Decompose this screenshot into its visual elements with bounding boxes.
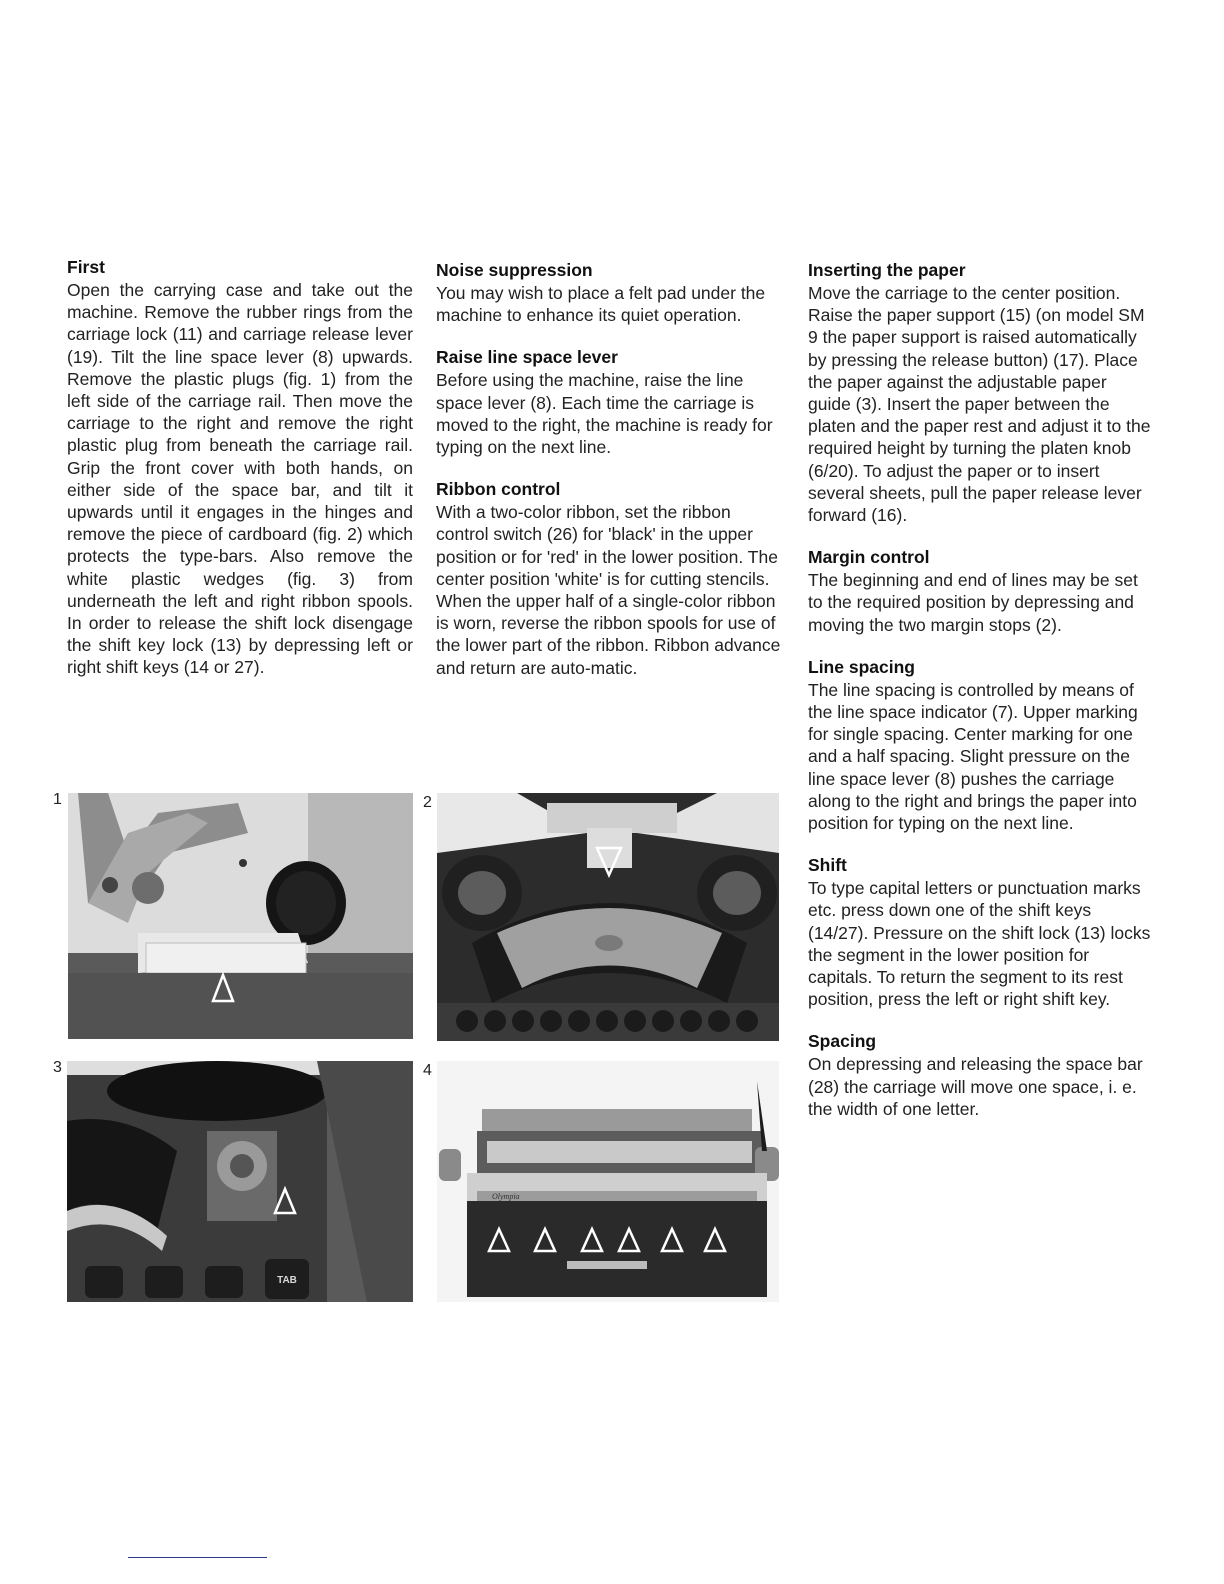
section-body: With a two-color ribbon, set the ribbon control switch (26) for 'black' in the upper position or for 'red' in the lower position. The center position 'white' is for cutting stencils. When the upper half of a single-color ribbon is worn, reverse the ribbon spools for use of the lower part of the ribbon. Ribbon advance and return are auto-matic. xyxy=(436,502,781,678)
figure-4-number: 4 xyxy=(423,1062,432,1079)
figure-4-photo xyxy=(437,1061,779,1302)
section-line-spacing xyxy=(808,655,1154,834)
section-heading: Ribbon control xyxy=(436,479,561,500)
section-raise-line-space-lever xyxy=(436,345,782,458)
column-middle xyxy=(436,258,782,698)
section-body: On depressing and releasing the space bar (28) the carriage will move one space, i. e. the width of one letter. xyxy=(808,1054,1143,1119)
figure-3-photo xyxy=(67,1061,413,1302)
figure-2-photo xyxy=(437,793,779,1041)
section-first xyxy=(67,255,413,679)
column-left xyxy=(67,255,413,698)
brand-logo: Olympia xyxy=(492,1192,520,1201)
section-inserting-the-paper xyxy=(808,258,1154,526)
figure-2-illustration xyxy=(437,793,779,1041)
section-body: Open the carrying case and take out the machine. Remove the rubber rings from the carriage lock (11) and carriage release lever (19). Tilt the line space lever (8) upwards. Remove the plastic plugs (fig. 1) from the left side of the carriage rail. Then move the carriage to the right and remove the right plastic plug from beneath the carriage rail. Grip the front cover with both hands, on either side of the space bar, and tilt it upwards until it engages in the hinges and remove the piece of cardboard (fig. 2) which protects the type-bars. Also remove the white plastic wedges (fig. 3) from underneath the left and right ribbon spools. In order to release the shift lock disengage the shift key lock (13) by depressing left or right shift keys (14 or 27). xyxy=(67,280,413,678)
section-heading: Noise suppression xyxy=(436,260,593,280)
column-right xyxy=(808,258,1154,1139)
figure-3-number: 3 xyxy=(53,1059,62,1076)
figure-1-photo xyxy=(68,793,413,1039)
section-margin-control xyxy=(808,545,1154,636)
section-noise-suppression xyxy=(436,258,782,326)
section-body: Move the carriage to the center position. Raise the paper support (15) (on model SM 9 the paper support is raised automatically by pressing the release button) (17). Place the paper against the adjustable paper guide (3). Insert the paper between the platen and the paper rest and adjust it to the required height by turning the platen knob (6/20). To adjust the paper or to insert several sheets, pull the paper release lever forward (16). xyxy=(808,283,1151,526)
figure-2-number: 2 xyxy=(423,794,432,811)
footer-rule xyxy=(128,1557,267,1558)
section-heading: Raise line space lever xyxy=(436,347,618,368)
figure-4-illustration xyxy=(437,1061,779,1302)
section-body: Before using the machine, raise the line space lever (8). Each time the carriage is moved to the right, the machine is ready for typing on the next line. xyxy=(436,370,773,458)
figure-1-number: 1 xyxy=(53,791,62,808)
figure-3-illustration xyxy=(67,1061,413,1302)
section-body: The line spacing is controlled by means of the line space indicator (7). Upper marking for single spacing. Center marking for one and a half spacing. Slight pressure on the line space lever (8) pushes the carriage along to the right and brings the paper into position for typing on the next line. xyxy=(808,679,1138,834)
section-ribbon-control xyxy=(436,477,782,679)
section-body: The beginning and end of lines may be set to the required position by depressing and moving the two margin stops (2). xyxy=(808,570,1138,635)
section-body: To type capital letters or punctuation marks etc. press down one of the shift keys (14/27). Pressure on the shift lock (13) locks the segment in the lower position for capitals. To return the segment to its rest position, press the left or right shift key. xyxy=(808,878,1151,1010)
figure-1-illustration xyxy=(68,793,413,1039)
section-heading: Line spacing xyxy=(808,656,915,677)
section-heading: First xyxy=(67,257,105,277)
section-heading: Inserting the paper xyxy=(808,260,966,280)
section-body: You may wish to place a felt pad under the machine to enhance its quiet operation. xyxy=(436,283,766,326)
section-heading: Spacing xyxy=(808,1031,877,1052)
section-shift xyxy=(808,853,1154,1010)
section-heading: Margin control xyxy=(808,547,930,568)
section-spacing xyxy=(808,1029,1154,1120)
section-heading: Shift xyxy=(808,855,847,876)
tab-key-label: TAB xyxy=(277,1275,297,1286)
